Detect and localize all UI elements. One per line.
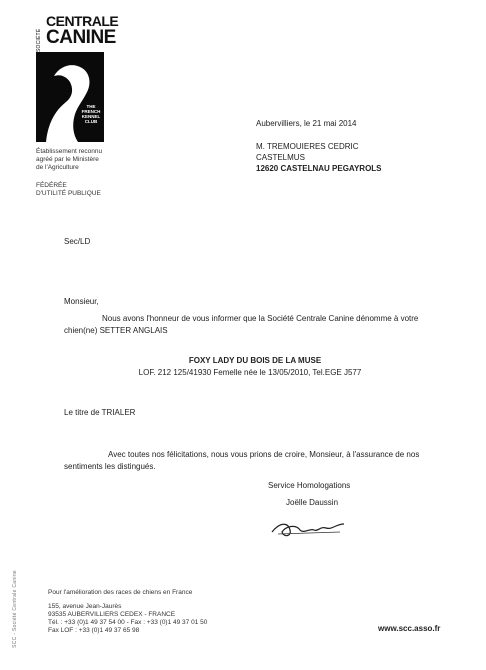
recipient-name: M. TREMOUIERES CEDRIC xyxy=(256,142,359,151)
dog-info: LOF. 212 125/41930 Femelle née le 13/05/2010, Tel.EGE J577 xyxy=(138,368,362,377)
footer-address: Pour l'amélioration des races de chiens en France 155, avenue Jean-Jaurès 93535 AUBERVILLIERS CEDEX - FRANCE Tél. : +33 (0)1 49 37 54 00 - Fax : +33 (0)1 49 37 01 50 Fax LOF : +33 (0)1 49 37 65 98 xyxy=(48,589,248,635)
scc-logo xyxy=(36,10,119,142)
status-text: FÉDÉRÉE D'UTILITÉ PUBLIQUE xyxy=(36,182,101,197)
logo-wordmark xyxy=(36,10,119,52)
handwritten-signature xyxy=(270,518,350,540)
closing-line1: Avec toutes nos félicitations, nous vous prions de croire, Monsieur, à l'assurance de nos xyxy=(108,450,420,459)
logo-word-centrale: CENTRALE xyxy=(46,13,119,29)
logo-badge: THE FRENCH KENNEL CLUB xyxy=(81,104,101,124)
logo-dog-emblem xyxy=(36,52,104,142)
salutation: Monsieur, xyxy=(64,297,99,306)
dog-name: FOXY LADY DU BOIS DE LA MUSE xyxy=(188,356,322,365)
logo-word-canine: CANINE xyxy=(46,27,116,48)
logo-side-text: SOCIÉTÉ xyxy=(36,28,42,52)
title-line: Le titre de TRIALER xyxy=(64,408,136,417)
affiliation-text: Établissement reconnu agréé par le Ministère de l'Agriculture xyxy=(36,148,103,171)
reference: Sec/LD xyxy=(64,237,91,246)
recipient-address-1: CASTELMUS xyxy=(256,153,305,162)
place-date: Aubervilliers, le 21 mai 2014 xyxy=(256,119,357,128)
dog-head-icon xyxy=(36,52,104,142)
signature-service: Service Homologations xyxy=(268,481,351,490)
footer-vertical-text: SCC - Société Centrale Canine xyxy=(12,570,18,648)
footer-tagline: Pour l'amélioration des races de chiens en France xyxy=(48,589,193,596)
footer-website: www.scc.asso.fr xyxy=(378,624,441,633)
body-paragraph-line1: Nous avons l'honneur de vous informer que la Société Centrale Canine dénomme à votre xyxy=(102,314,419,323)
signature-name: Joëlle Daussin xyxy=(286,498,339,507)
recipient-address-2: 12620 CASTELNAU PEGAYROLS xyxy=(256,164,382,173)
closing-line2: sentiments les distingués. xyxy=(64,462,156,471)
body-paragraph-line2: chien(ne) SETTER ANGLAIS xyxy=(64,326,168,335)
